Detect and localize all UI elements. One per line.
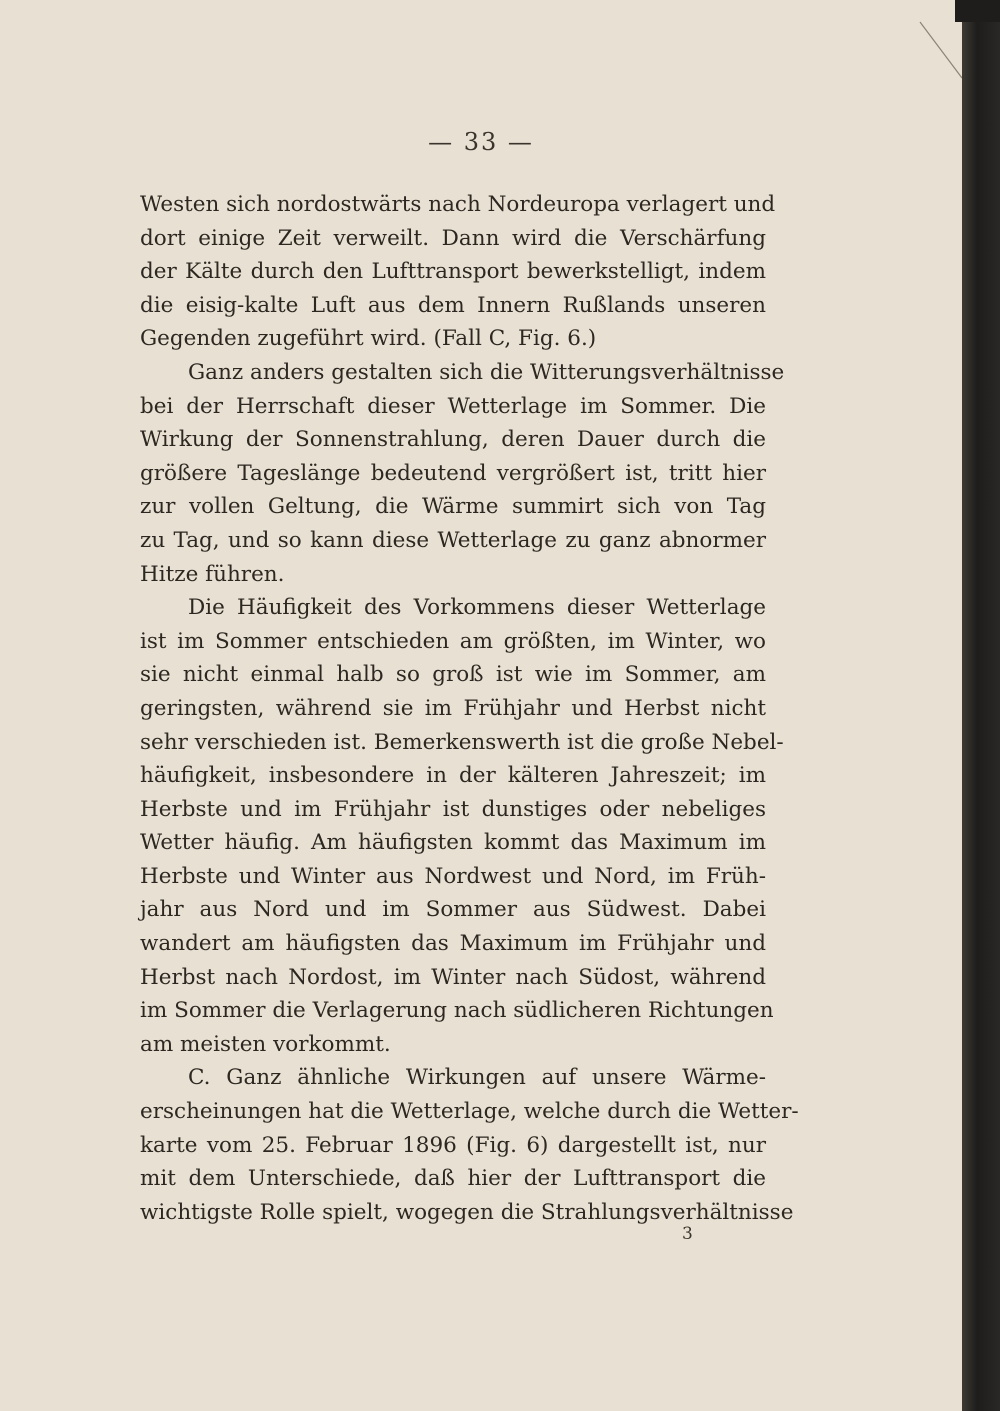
text-line: jahr aus Nord und im Sommer aus Südwest. Dabei bbox=[140, 897, 766, 923]
text-line: Herbst nach Nordost, im Winter nach Südost, während bbox=[140, 964, 766, 990]
text-line: C. Ganz ähnliche Wirkungen auf unsere Wärme- bbox=[188, 1065, 766, 1091]
text-line: zur vollen Geltung, die Wärme summirt sich von Tag bbox=[140, 494, 766, 520]
text-line: karte vom 25. Februar 1896 (Fig. 6) dargestellt ist, nur bbox=[140, 1132, 766, 1158]
text-line: im Sommer die Verlagerung nach südlicheren Richtungen bbox=[140, 998, 774, 1024]
text-line: Gegenden zugeführt wird. (Fall C, Fig. 6.) bbox=[140, 326, 597, 352]
text-line: wandert am häufigsten das Maximum im Frühjahr und bbox=[140, 931, 766, 957]
text-line: größere Tageslänge bedeutend vergrößert ist, tritt hier bbox=[140, 460, 766, 486]
text-line: Westen sich nordostwärts nach Nordeuropa verlagert und bbox=[140, 192, 776, 217]
text-line: erscheinungen hat die Wetterlage, welche durch die Wetter- bbox=[140, 1099, 799, 1125]
text-line: geringsten, während sie im Frühjahr und Herbst nicht bbox=[140, 695, 766, 721]
book-cover-edge bbox=[962, 22, 1000, 1411]
text-line: am meisten vorkommt. bbox=[140, 1031, 391, 1057]
text-line: Hitze führen. bbox=[140, 561, 285, 587]
body-text bbox=[140, 188, 799, 1229]
text-line: sehr verschieden ist. Bemerkenswerth ist die große Nebel- bbox=[140, 729, 784, 755]
text-line: mit dem Unterschiede, daß hier der Lufttransport die bbox=[140, 1166, 766, 1192]
text-line: Herbste und im Frühjahr ist dunstiges oder nebeliges bbox=[140, 796, 766, 822]
text-line: ist im Sommer entschieden am größten, im Winter, wo bbox=[140, 628, 766, 654]
text-line: bei der Herrschaft dieser Wetterlage im Sommer. Die bbox=[140, 393, 766, 419]
page-number-header: — 33 — bbox=[428, 128, 534, 156]
text-line: sie nicht einmal halb so groß ist wie im Sommer, am bbox=[140, 662, 766, 688]
text-line: Wetter häufig. Am häufigsten kommt das Maximum im bbox=[140, 830, 766, 856]
text-line: Ganz anders gestalten sich die Witterungsverhältnisse bbox=[188, 359, 785, 385]
text-line: dort einige Zeit verweilt. Dann wird die Verschärfung bbox=[140, 225, 766, 251]
text-line: häufigkeit, insbesondere in der kälteren Jahreszeit; im bbox=[140, 763, 766, 789]
page-corner-fold bbox=[955, 0, 1000, 22]
text-line: Die Häufigkeit des Vorkommens dieser Wetterlage bbox=[188, 595, 766, 621]
text-line: der Kälte durch den Lufttransport bewerkstelligt, indem bbox=[140, 259, 766, 285]
text-line: Wirkung der Sonnenstrahlung, deren Dauer durch die bbox=[140, 427, 766, 453]
text-line: Herbste und Winter aus Nordwest und Nord, im Früh- bbox=[140, 863, 766, 889]
text-line: zu Tag, und so kann diese Wetterlage zu ganz abnormer bbox=[140, 527, 766, 553]
text-line: wichtigste Rolle spielt, wogegen die Strahlungsverhältnisse bbox=[140, 1199, 794, 1225]
signature-mark: 3 bbox=[682, 1224, 693, 1244]
text-line: die eisig-kalte Luft aus dem Innern Rußlands unseren bbox=[140, 292, 766, 318]
